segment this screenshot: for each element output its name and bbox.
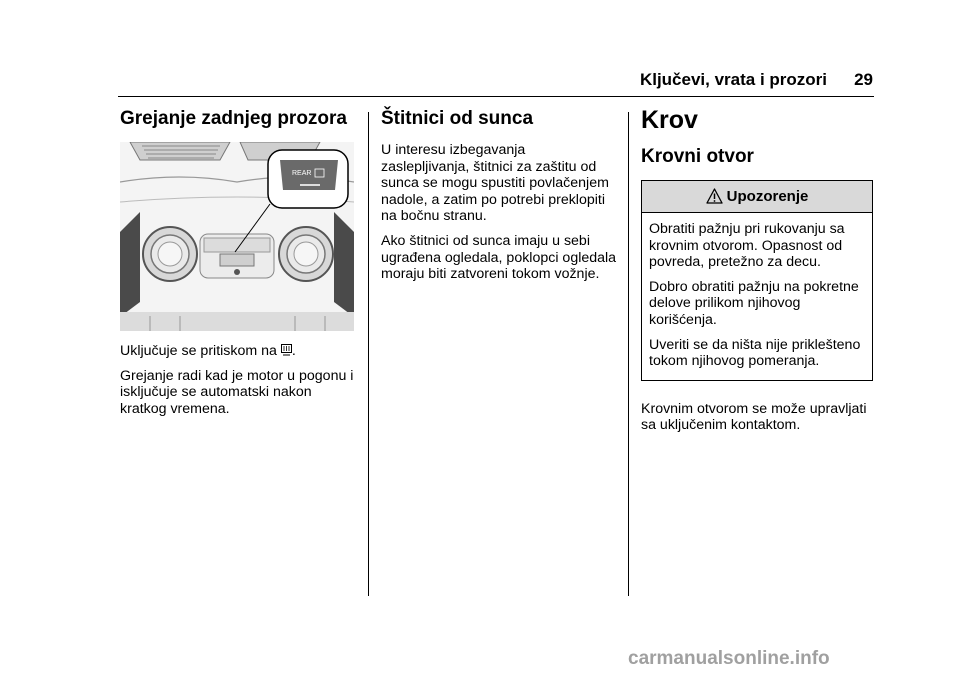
- chapter-heading: Krov: [641, 106, 698, 134]
- rear-window-heater-icon: [281, 344, 292, 356]
- paragraph: Ako štitnici od sunca imaju u sebi ugrađena ogledala, poklopci ogledala moraju biti zatvoreni tokom vožnje.: [381, 232, 617, 283]
- dashboard-illustration: [120, 142, 354, 331]
- column-sun-visors: [381, 108, 617, 291]
- paragraph: U interesu izbegavanja zaslepljivanja, štitnici za zaštitu od sunca se mogu spustiti povlačenjem nadole, a zatim po potrebi preklopiti na bočnu stranu.: [381, 142, 609, 225]
- figure-rear-label: REAR: [292, 170, 312, 177]
- page-number: 29: [854, 70, 873, 89]
- warning-title: Upozorenje: [726, 188, 809, 205]
- section-heading: Grejanje zadnjeg prozora: [120, 108, 347, 129]
- warning-triangle-icon: [706, 188, 723, 204]
- column-roof: [641, 108, 877, 442]
- paragraph: Uveriti se da ništa nije priklešteno tokom njihovog pomeranja.: [649, 336, 861, 370]
- header-rule: [118, 96, 874, 97]
- paragraph: Krovnim otvorom se može upravljati sa uključenim kontaktom.: [641, 400, 867, 434]
- subsection-heading: Krovni otvor: [641, 146, 754, 167]
- paragraph: Grejanje radi kad je motor u pogonu i isključuje se automatski nakon kratkog vremena.: [120, 367, 354, 417]
- column-divider: [628, 112, 629, 596]
- chapter-title: Ključevi, vrata i prozori: [639, 70, 827, 89]
- warning-box: [641, 180, 873, 381]
- paragraph: Obratiti pažnju pri rukovanju sa krovnim otvorom. Opasnost od povreda, pretežno za decu.: [649, 221, 845, 271]
- column-rear-window-heating: [120, 108, 356, 425]
- warning-header: [642, 181, 872, 213]
- column-divider: [368, 112, 369, 596]
- page-header: [633, 70, 873, 96]
- paragraph: Dobro obratiti pažnju na pokretne delove prilikom njihovog korišćenja.: [649, 278, 859, 328]
- paragraph: Uključuje se pritiskom na .: [120, 343, 296, 359]
- warning-body: [642, 213, 872, 380]
- section-heading: Štitnici od sunca: [381, 108, 534, 129]
- watermark: carmanualsonline.info: [628, 648, 830, 669]
